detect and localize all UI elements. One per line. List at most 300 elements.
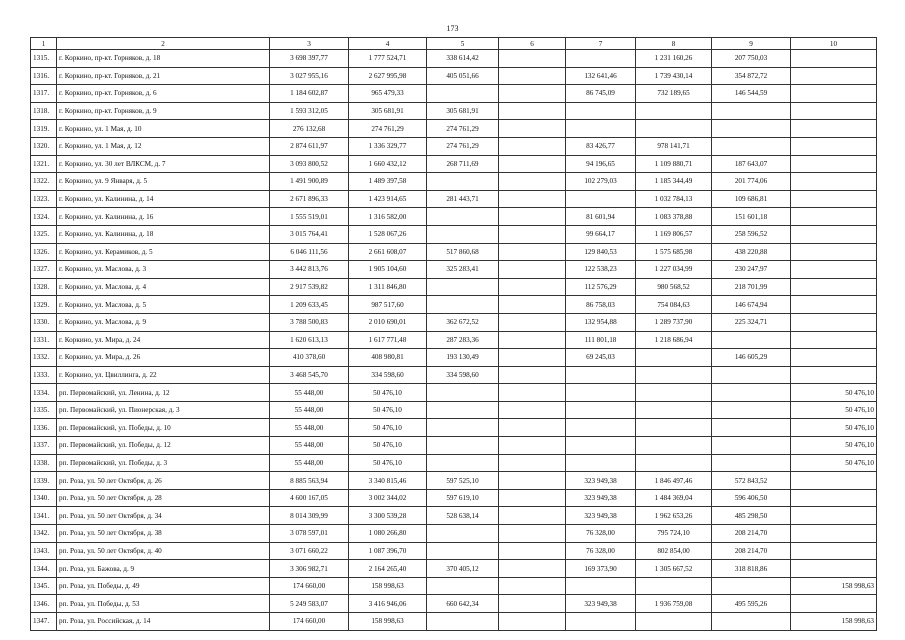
cost-col-9-cell: [712, 437, 791, 455]
cost-col-10-cell: [791, 190, 877, 208]
cost-col-6-cell: [499, 102, 566, 120]
address-cell: рп. Роза, ул. Победы, д. 53: [57, 595, 270, 613]
total-cost-cell: 276 132,68: [270, 120, 349, 138]
cost-col-6-cell: [499, 560, 566, 578]
total-cost-cell: 1 184 602,87: [270, 85, 349, 103]
cost-col-7-cell: 122 538,23: [566, 261, 636, 279]
cost-col-9-cell: 596 406,50: [712, 489, 791, 507]
cost-col-7-cell: 94 196,65: [566, 155, 636, 173]
column-header: 10: [791, 38, 877, 50]
cost-col-10-cell: [791, 349, 877, 367]
address-cell: г. Коркино, ул. Мира, д. 24: [57, 331, 270, 349]
cost-col-7-cell: 323 949,38: [566, 507, 636, 525]
table-row: [31, 313, 877, 331]
cost-col-8-cell: 1 231 160,26: [636, 50, 712, 68]
cost-col-5-cell: 193 130,49: [427, 349, 499, 367]
address-cell: г. Коркино, ул. Калинина, д. 14: [57, 190, 270, 208]
table-row: [31, 243, 877, 261]
row-number-cell: 1329.: [31, 296, 57, 314]
cost-col-5-cell: [427, 225, 499, 243]
cost-col-5-cell: 334 598,60: [427, 366, 499, 384]
cost-col-10-cell: [791, 366, 877, 384]
address-cell: г. Коркино, ул. Калинина, д. 18: [57, 225, 270, 243]
total-cost-cell: 3 015 764,41: [270, 225, 349, 243]
total-cost-cell: 55 448,00: [270, 454, 349, 472]
cost-col-7-cell: [566, 419, 636, 437]
cost-col-5-cell: 517 860,68: [427, 243, 499, 261]
address-cell: рп. Роза, ул. Российская, д. 14: [57, 613, 270, 631]
cost-col-6-cell: [499, 525, 566, 543]
cost-col-7-cell: 81 601,94: [566, 208, 636, 226]
cost-col-9-cell: 146 605,29: [712, 349, 791, 367]
cost-col-4-cell: 1 905 104,60: [349, 261, 427, 279]
cost-col-8-cell: 1 185 344,49: [636, 173, 712, 191]
address-cell: рп. Роза, ул. Бажова, д. 9: [57, 560, 270, 578]
cost-col-9-cell: [712, 120, 791, 138]
cost-col-9-cell: 354 872,72: [712, 67, 791, 85]
cost-col-6-cell: [499, 401, 566, 419]
cost-col-8-cell: [636, 366, 712, 384]
cost-col-9-cell: 201 774,06: [712, 173, 791, 191]
cost-col-10-cell: [791, 278, 877, 296]
cost-col-4-cell: 3 340 815,46: [349, 472, 427, 490]
cost-col-4-cell: 158 998,63: [349, 577, 427, 595]
cost-col-8-cell: 1 227 034,99: [636, 261, 712, 279]
table-body: [31, 38, 877, 631]
cost-col-4-cell: 50 476,10: [349, 419, 427, 437]
cost-col-10-cell: [791, 542, 877, 560]
cost-col-7-cell: [566, 120, 636, 138]
address-cell: г. Коркино, пр-кт. Горняков, д. 6: [57, 85, 270, 103]
cost-col-7-cell: [566, 437, 636, 455]
cost-col-6-cell: [499, 384, 566, 402]
cost-col-4-cell: 1 423 914,65: [349, 190, 427, 208]
cost-col-10-cell: [791, 225, 877, 243]
cost-col-9-cell: [712, 577, 791, 595]
cost-col-8-cell: 1 739 430,14: [636, 67, 712, 85]
cost-col-4-cell: 334 598,60: [349, 366, 427, 384]
table-row: [31, 349, 877, 367]
cost-col-4-cell: 50 476,10: [349, 454, 427, 472]
cost-col-6-cell: [499, 595, 566, 613]
row-number-cell: 1334.: [31, 384, 57, 402]
cost-col-10-cell: [791, 67, 877, 85]
cost-col-8-cell: 978 141,71: [636, 137, 712, 155]
cost-col-9-cell: [712, 384, 791, 402]
total-cost-cell: 3 071 660,22: [270, 542, 349, 560]
cost-col-4-cell: 274 761,29: [349, 120, 427, 138]
cost-col-5-cell: [427, 384, 499, 402]
cost-col-8-cell: 1 484 369,04: [636, 489, 712, 507]
cost-col-9-cell: 208 214,70: [712, 542, 791, 560]
cost-col-7-cell: 111 801,18: [566, 331, 636, 349]
cost-col-6-cell: [499, 208, 566, 226]
cost-col-5-cell: 362 672,52: [427, 313, 499, 331]
cost-col-10-cell: [791, 173, 877, 191]
cost-col-10-cell: 158 998,63: [791, 577, 877, 595]
cost-col-7-cell: 169 373,90: [566, 560, 636, 578]
cost-col-10-cell: 50 476,10: [791, 437, 877, 455]
cost-col-4-cell: 2 010 690,01: [349, 313, 427, 331]
table-row: [31, 525, 877, 543]
table-row: [31, 437, 877, 455]
row-number-cell: 1345.: [31, 577, 57, 595]
cost-col-10-cell: [791, 208, 877, 226]
cost-col-6-cell: [499, 278, 566, 296]
table-row: [31, 401, 877, 419]
cost-col-4-cell: 987 517,60: [349, 296, 427, 314]
cost-col-8-cell: 754 084,63: [636, 296, 712, 314]
cost-col-9-cell: [712, 102, 791, 120]
cost-col-5-cell: 281 443,71: [427, 190, 499, 208]
total-cost-cell: 55 448,00: [270, 419, 349, 437]
cost-col-4-cell: 50 476,10: [349, 401, 427, 419]
cost-col-5-cell: [427, 173, 499, 191]
cost-col-8-cell: 1 289 737,90: [636, 313, 712, 331]
row-number-cell: 1317.: [31, 85, 57, 103]
address-cell: г. Коркино, ул. Мира, д. 26: [57, 349, 270, 367]
cost-col-9-cell: 218 701,99: [712, 278, 791, 296]
row-number-cell: 1331.: [31, 331, 57, 349]
cost-col-10-cell: 158 998,63: [791, 613, 877, 631]
address-cell: рп. Роза, ул. 50 лет Октября, д. 40: [57, 542, 270, 560]
row-number-cell: 1323.: [31, 190, 57, 208]
column-header: 8: [636, 38, 712, 50]
cost-col-8-cell: [636, 419, 712, 437]
address-cell: рп. Роза, ул. 50 лет Октября, д. 28: [57, 489, 270, 507]
cost-col-5-cell: 597 619,10: [427, 489, 499, 507]
cost-col-4-cell: 3 300 539,28: [349, 507, 427, 525]
cost-col-9-cell: 485 298,50: [712, 507, 791, 525]
cost-col-5-cell: [427, 278, 499, 296]
cost-col-10-cell: [791, 489, 877, 507]
cost-col-7-cell: 76 328,00: [566, 525, 636, 543]
cost-col-5-cell: 325 283,41: [427, 261, 499, 279]
cost-col-5-cell: 274 761,29: [427, 137, 499, 155]
table-row: [31, 489, 877, 507]
address-cell: г. Коркино, ул. Маслова, д. 3: [57, 261, 270, 279]
cost-col-10-cell: 50 476,10: [791, 384, 877, 402]
cost-col-4-cell: 1 087 396,70: [349, 542, 427, 560]
cost-col-8-cell: [636, 577, 712, 595]
cost-col-9-cell: 146 544,59: [712, 85, 791, 103]
cost-col-6-cell: [499, 261, 566, 279]
cost-col-4-cell: 1 336 329,77: [349, 137, 427, 155]
cost-col-9-cell: 572 843,52: [712, 472, 791, 490]
total-cost-cell: 55 448,00: [270, 401, 349, 419]
cost-col-9-cell: 146 674,94: [712, 296, 791, 314]
cost-col-4-cell: 1 777 524,71: [349, 50, 427, 68]
cost-col-10-cell: 50 476,10: [791, 454, 877, 472]
address-cell: г. Коркино, ул. Маслова, д. 4: [57, 278, 270, 296]
row-number-cell: 1324.: [31, 208, 57, 226]
table-row: [31, 137, 877, 155]
cost-col-4-cell: 50 476,10: [349, 384, 427, 402]
cost-col-6-cell: [499, 437, 566, 455]
row-number-cell: 1320.: [31, 137, 57, 155]
cost-col-6-cell: [499, 50, 566, 68]
cost-col-5-cell: [427, 454, 499, 472]
cost-col-8-cell: 1 032 784,13: [636, 190, 712, 208]
cost-col-7-cell: 132 954,88: [566, 313, 636, 331]
table-row: [31, 296, 877, 314]
cost-col-9-cell: 225 324,71: [712, 313, 791, 331]
cost-col-10-cell: [791, 155, 877, 173]
table-row: [31, 67, 877, 85]
row-number-cell: 1340.: [31, 489, 57, 507]
total-cost-cell: 410 378,60: [270, 349, 349, 367]
cost-col-9-cell: 230 247,97: [712, 261, 791, 279]
row-number-cell: 1338.: [31, 454, 57, 472]
cost-col-9-cell: 151 601,18: [712, 208, 791, 226]
cost-col-8-cell: [636, 120, 712, 138]
address-cell: г. Коркино, пр-кт. Горняков, д. 21: [57, 67, 270, 85]
cost-col-7-cell: [566, 401, 636, 419]
cost-col-10-cell: [791, 102, 877, 120]
cost-col-5-cell: [427, 437, 499, 455]
table-row: [31, 366, 877, 384]
cost-col-9-cell: [712, 454, 791, 472]
total-cost-cell: 3 306 982,71: [270, 560, 349, 578]
row-number-cell: 1341.: [31, 507, 57, 525]
table-row: [31, 507, 877, 525]
row-number-cell: 1316.: [31, 67, 57, 85]
cost-col-6-cell: [499, 137, 566, 155]
total-cost-cell: 8 885 563,94: [270, 472, 349, 490]
table-row: [31, 225, 877, 243]
cost-col-5-cell: [427, 208, 499, 226]
row-number-cell: 1339.: [31, 472, 57, 490]
cost-col-7-cell: [566, 577, 636, 595]
cost-col-6-cell: [499, 454, 566, 472]
address-cell: г. Коркино, пр-кт. Горняков, д. 9: [57, 102, 270, 120]
total-cost-cell: 3 698 397,77: [270, 50, 349, 68]
table-row: [31, 560, 877, 578]
row-number-cell: 1322.: [31, 173, 57, 191]
cost-col-5-cell: [427, 613, 499, 631]
address-cell: г. Коркино, ул. Маслова, д. 5: [57, 296, 270, 314]
cost-col-7-cell: 323 949,38: [566, 595, 636, 613]
cost-col-4-cell: 1 617 771,48: [349, 331, 427, 349]
cost-col-10-cell: [791, 560, 877, 578]
cost-col-7-cell: 76 328,00: [566, 542, 636, 560]
address-cell: г. Коркино, ул. 30 лет ВЛКСМ, д. 7: [57, 155, 270, 173]
cost-col-4-cell: 1 660 432,12: [349, 155, 427, 173]
column-header: 2: [57, 38, 270, 50]
cost-col-6-cell: [499, 577, 566, 595]
cost-col-9-cell: 318 818,86: [712, 560, 791, 578]
cost-col-8-cell: 1 109 880,71: [636, 155, 712, 173]
table-row: [31, 208, 877, 226]
cost-col-5-cell: [427, 401, 499, 419]
address-cell: рп. Первомайский, ул. Победы, д. 10: [57, 419, 270, 437]
cost-col-5-cell: 405 051,66: [427, 67, 499, 85]
address-cell: рп. Первомайский, ул. Победы, д. 3: [57, 454, 270, 472]
cost-col-7-cell: [566, 366, 636, 384]
address-cell: г. Коркино, ул. 9 Января, д. 5: [57, 173, 270, 191]
cost-col-5-cell: 287 283,36: [427, 331, 499, 349]
column-header: 9: [712, 38, 791, 50]
cost-col-10-cell: [791, 507, 877, 525]
cost-col-10-cell: 50 476,10: [791, 419, 877, 437]
cost-col-5-cell: 597 525,10: [427, 472, 499, 490]
column-header: 4: [349, 38, 427, 50]
cost-col-4-cell: 3 416 946,06: [349, 595, 427, 613]
cost-col-6-cell: [499, 613, 566, 631]
cost-col-10-cell: [791, 243, 877, 261]
row-number-cell: 1336.: [31, 419, 57, 437]
total-cost-cell: 55 448,00: [270, 437, 349, 455]
column-header: 1: [31, 38, 57, 50]
address-cell: г. Коркино, ул. Калинина, д. 16: [57, 208, 270, 226]
total-cost-cell: 3 442 813,76: [270, 261, 349, 279]
cost-col-8-cell: [636, 613, 712, 631]
total-cost-cell: 1 555 519,01: [270, 208, 349, 226]
row-number-cell: 1343.: [31, 542, 57, 560]
cost-col-9-cell: [712, 331, 791, 349]
total-cost-cell: 55 448,00: [270, 384, 349, 402]
row-number-cell: 1321.: [31, 155, 57, 173]
cost-col-7-cell: [566, 613, 636, 631]
cost-col-5-cell: 528 638,14: [427, 507, 499, 525]
cost-col-8-cell: [636, 437, 712, 455]
cost-col-6-cell: [499, 472, 566, 490]
cost-col-8-cell: 980 568,52: [636, 278, 712, 296]
row-number-cell: 1337.: [31, 437, 57, 455]
cost-col-5-cell: [427, 542, 499, 560]
cost-col-6-cell: [499, 173, 566, 191]
column-header: 3: [270, 38, 349, 50]
cost-col-9-cell: 258 596,52: [712, 225, 791, 243]
cost-col-7-cell: 102 279,03: [566, 173, 636, 191]
cost-col-5-cell: 660 642,34: [427, 595, 499, 613]
total-cost-cell: 2 874 611,97: [270, 137, 349, 155]
total-cost-cell: 8 014 309,99: [270, 507, 349, 525]
table-row: [31, 384, 877, 402]
row-number-cell: 1327.: [31, 261, 57, 279]
cost-col-6-cell: [499, 349, 566, 367]
cost-col-7-cell: 83 426,77: [566, 137, 636, 155]
table-row: [31, 542, 877, 560]
table-row: [31, 85, 877, 103]
total-cost-cell: 4 600 167,05: [270, 489, 349, 507]
cost-col-7-cell: [566, 454, 636, 472]
page-number: 173: [446, 24, 459, 33]
cost-col-6-cell: [499, 366, 566, 384]
cost-col-5-cell: [427, 296, 499, 314]
cost-col-7-cell: [566, 384, 636, 402]
cost-col-5-cell: [427, 85, 499, 103]
cost-col-7-cell: 99 664,17: [566, 225, 636, 243]
cost-col-8-cell: 1 218 686,94: [636, 331, 712, 349]
column-header: 7: [566, 38, 636, 50]
total-cost-cell: 3 468 545,70: [270, 366, 349, 384]
total-cost-cell: 5 249 583,07: [270, 595, 349, 613]
address-cell: рп. Роза, ул. 50 лет Октября, д. 26: [57, 472, 270, 490]
table-row: [31, 120, 877, 138]
row-number-cell: 1328.: [31, 278, 57, 296]
cost-col-4-cell: 50 476,10: [349, 437, 427, 455]
cost-col-10-cell: [791, 296, 877, 314]
total-cost-cell: 3 027 955,16: [270, 67, 349, 85]
cost-col-8-cell: [636, 349, 712, 367]
cost-col-9-cell: 187 643,07: [712, 155, 791, 173]
cost-col-6-cell: [499, 243, 566, 261]
cost-col-10-cell: [791, 120, 877, 138]
address-cell: рп. Первомайский, ул. Ленина, д. 12: [57, 384, 270, 402]
cost-col-6-cell: [499, 507, 566, 525]
cost-col-8-cell: 1 846 497,46: [636, 472, 712, 490]
cost-col-4-cell: 1 316 582,00: [349, 208, 427, 226]
cost-col-6-cell: [499, 419, 566, 437]
table-row: [31, 454, 877, 472]
cost-col-9-cell: 207 750,03: [712, 50, 791, 68]
cost-col-4-cell: 2 164 265,40: [349, 560, 427, 578]
total-cost-cell: 174 660,00: [270, 613, 349, 631]
cost-col-5-cell: 268 711,69: [427, 155, 499, 173]
cost-col-7-cell: [566, 190, 636, 208]
table-row: [31, 613, 877, 631]
cost-col-8-cell: [636, 102, 712, 120]
cost-col-5-cell: 370 405,12: [427, 560, 499, 578]
cost-col-7-cell: 129 840,53: [566, 243, 636, 261]
cost-col-7-cell: 132 641,46: [566, 67, 636, 85]
total-cost-cell: 1 491 900,89: [270, 173, 349, 191]
cost-col-5-cell: 338 614,42: [427, 50, 499, 68]
cost-col-6-cell: [499, 489, 566, 507]
cost-col-8-cell: 795 724,10: [636, 525, 712, 543]
cost-col-6-cell: [499, 155, 566, 173]
row-number-cell: 1332.: [31, 349, 57, 367]
table-row: [31, 595, 877, 613]
cost-col-7-cell: 112 576,29: [566, 278, 636, 296]
row-number-cell: 1318.: [31, 102, 57, 120]
cost-col-9-cell: 208 214,70: [712, 525, 791, 543]
address-cell: рп. Роза, ул. 50 лет Октября, д. 34: [57, 507, 270, 525]
total-cost-cell: 174 660,00: [270, 577, 349, 595]
cost-col-6-cell: [499, 331, 566, 349]
cost-col-8-cell: 1 962 653,26: [636, 507, 712, 525]
cost-col-9-cell: [712, 419, 791, 437]
address-cell: г. Коркино, пр-кт. Горняков, д. 18: [57, 50, 270, 68]
register-table: [30, 37, 877, 631]
total-cost-cell: 3 078 597,01: [270, 525, 349, 543]
row-number-cell: 1335.: [31, 401, 57, 419]
cost-col-6-cell: [499, 296, 566, 314]
cost-col-6-cell: [499, 542, 566, 560]
cost-col-7-cell: [566, 50, 636, 68]
address-cell: г. Коркино, ул. 1 Мая, д. 10: [57, 120, 270, 138]
row-number-cell: 1333.: [31, 366, 57, 384]
cost-col-10-cell: [791, 525, 877, 543]
column-header: 5: [427, 38, 499, 50]
cost-col-4-cell: 1 080 266,80: [349, 525, 427, 543]
cost-col-4-cell: 1 528 067,26: [349, 225, 427, 243]
cost-col-5-cell: 305 681,91: [427, 102, 499, 120]
cost-col-10-cell: [791, 261, 877, 279]
cost-col-5-cell: 274 761,29: [427, 120, 499, 138]
total-cost-cell: 3 788 500,83: [270, 313, 349, 331]
total-cost-cell: 3 093 800,52: [270, 155, 349, 173]
cost-col-4-cell: 1 489 397,58: [349, 173, 427, 191]
cost-col-8-cell: [636, 401, 712, 419]
cost-col-4-cell: 1 311 846,80: [349, 278, 427, 296]
cost-col-4-cell: 408 980,81: [349, 349, 427, 367]
cost-col-6-cell: [499, 225, 566, 243]
table-row: [31, 155, 877, 173]
cost-col-10-cell: [791, 472, 877, 490]
cost-col-10-cell: [791, 85, 877, 103]
